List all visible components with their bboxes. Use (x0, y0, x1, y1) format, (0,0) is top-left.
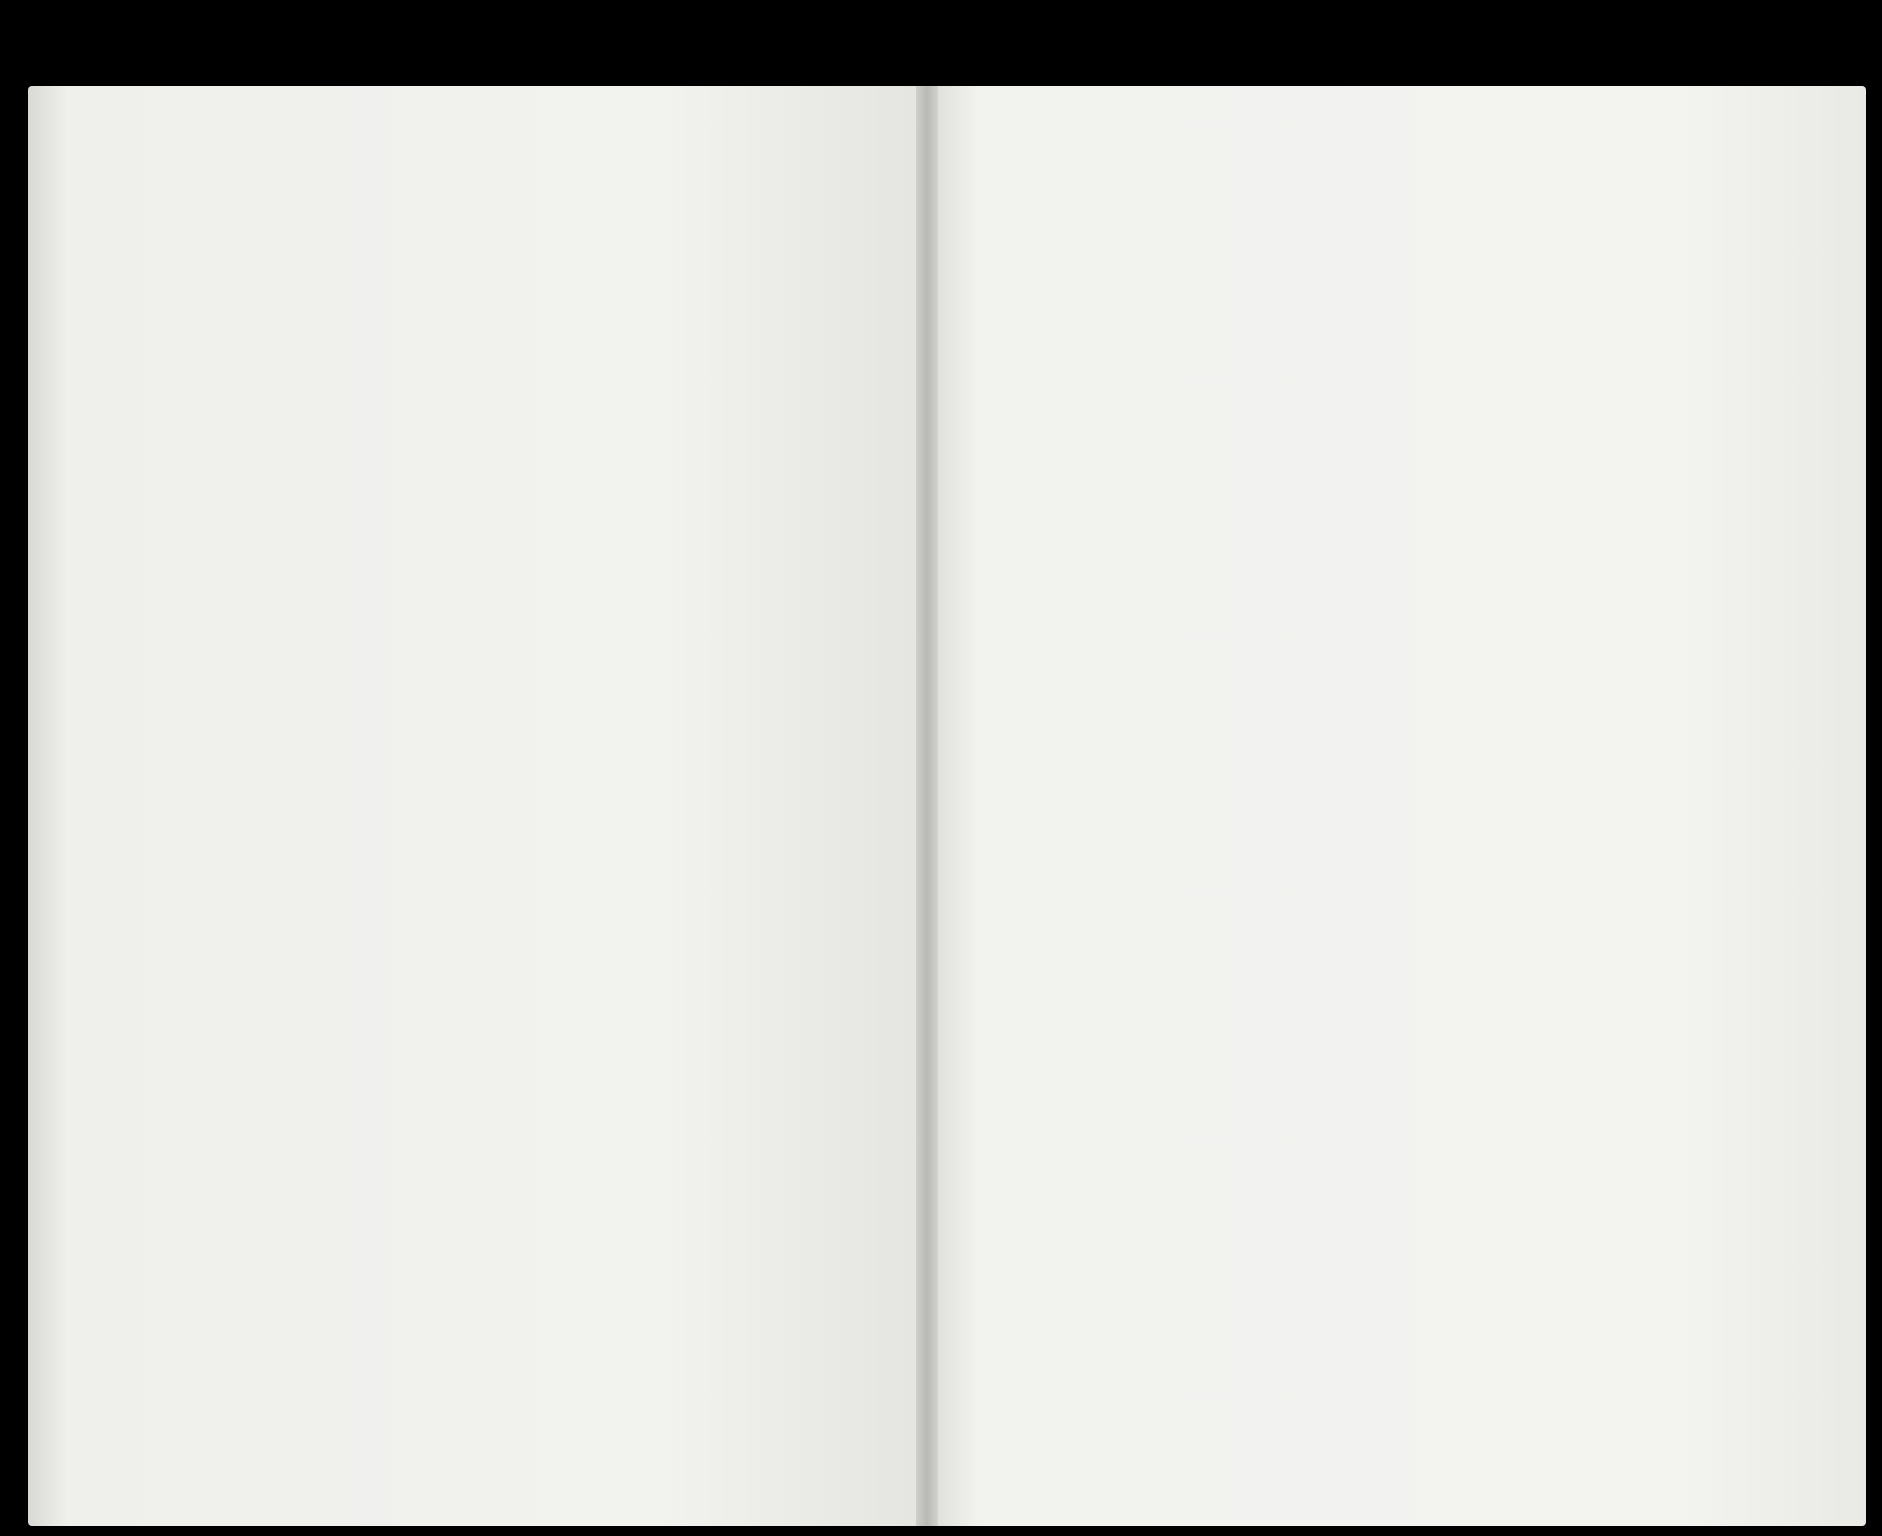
header-col-6-male (724, 306, 750, 366)
census-book-spread (28, 86, 1866, 1526)
header-col-6-female (748, 306, 770, 366)
book-gutter (916, 86, 938, 1526)
left-page (28, 86, 928, 1526)
right-page (928, 86, 1866, 1526)
